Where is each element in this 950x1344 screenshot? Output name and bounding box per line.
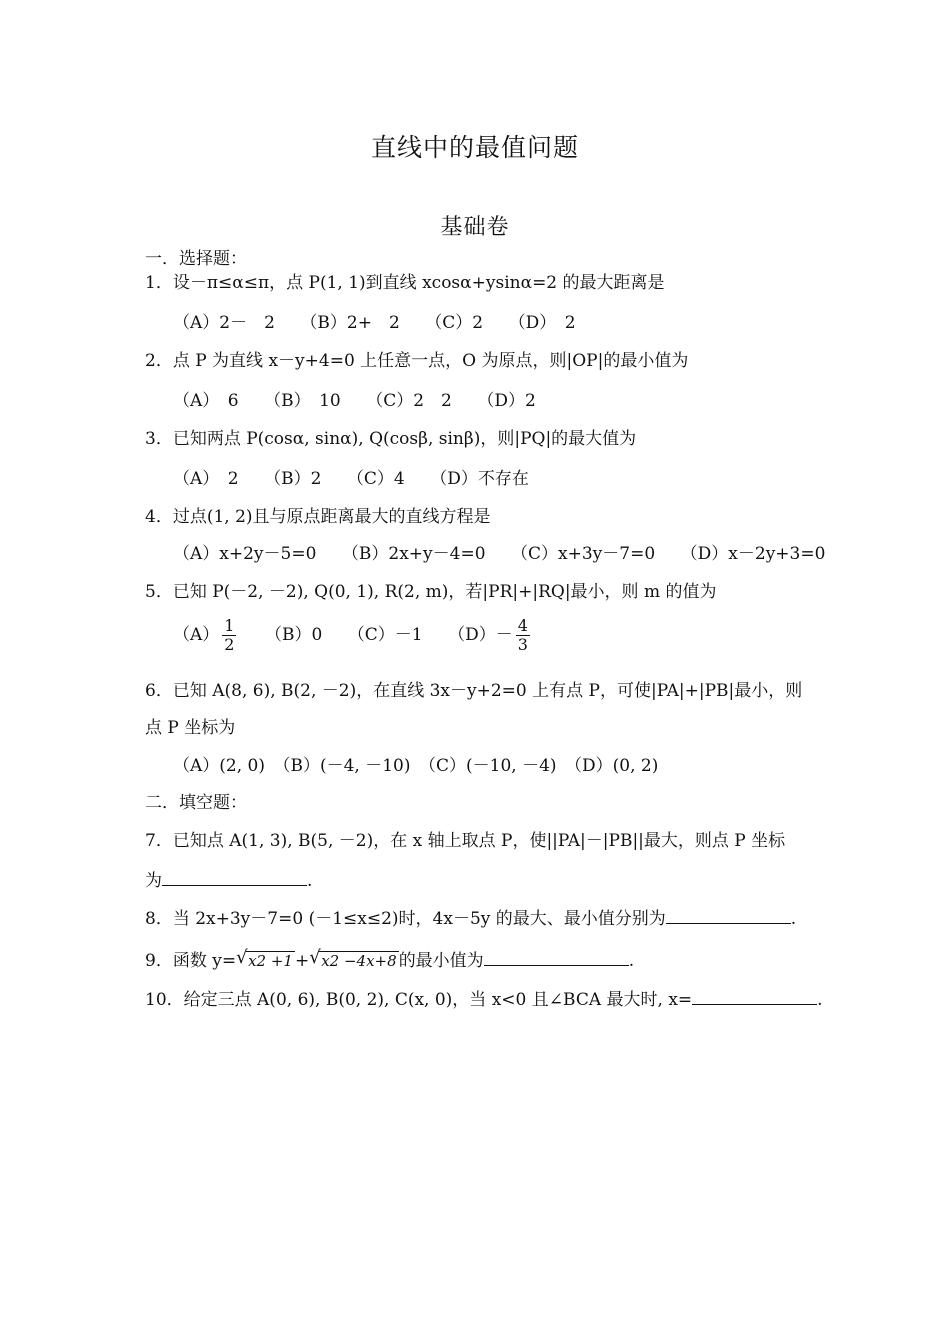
fraction-denominator: 2	[224, 635, 235, 654]
radical-sign: √	[309, 947, 321, 968]
q5-option-d-fraction	[516, 617, 530, 654]
question-2-options: （A） 6 （B） 10 （C）2 2 （D）2	[173, 391, 536, 411]
question-6-line-2: 点 P 坐标为	[145, 718, 236, 738]
fraction-numerator: 1	[224, 616, 235, 635]
question-7-line-1: 7．已知点 A(1, 3), B(5, －2)，在 x 轴上取点 P，使||PA|－|PB||最大，则点 P 坐标	[145, 831, 786, 851]
question-2: 2．点 P 为直线 x－y+4=0 上任意一点，O 为原点，则|OP|的最小值为	[145, 351, 689, 371]
question-5: 5．已知 P(－2, －2), Q(0, 1), R(2, m)，若|PR|+|RQ|最小，则 m 的值为	[145, 582, 717, 602]
answer-blank[interactable]	[162, 867, 307, 886]
question-1-options: （A）2－ 2 （B）2+ 2 （C）2 （D） 2	[173, 313, 576, 333]
q5-options-rest: （B）0 （C）－1 （D）－	[273, 625, 513, 645]
section-heading-choice: 一．选择题：	[145, 249, 247, 269]
question-8	[145, 905, 796, 930]
q9-prefix: 9．函数 y=	[145, 951, 237, 971]
q7-text: 为	[145, 871, 162, 891]
period: .	[790, 909, 797, 929]
radicand: x2 +1	[248, 952, 293, 970]
question-4: 4．过点(1, 2)且与原点距离最大的直线方程是	[145, 507, 491, 527]
fraction-denominator: 3	[517, 635, 528, 654]
question-4-options: （A）x+2y－5=0 （B）2x+y－4=0 （C）x+3y－7=0 （D）x－2y+3=0	[173, 544, 826, 564]
answer-blank[interactable]	[692, 986, 817, 1005]
period: .	[307, 871, 313, 891]
q8-text: 8．当 2x+3y－7=0 (－1≤x≤2)时，4x－5y 的最大、最小值分别为	[145, 909, 666, 929]
section-heading-fill: 二．填空题：	[145, 793, 247, 813]
radicand: x2 −4x+8	[321, 952, 397, 970]
sqrt-expression-1	[236, 947, 295, 972]
period: .	[817, 990, 823, 1010]
plus-sign: +	[294, 951, 310, 971]
question-7-line-2	[145, 867, 312, 892]
answer-blank[interactable]	[484, 947, 629, 966]
page-title: 直线中的最值问题	[370, 133, 579, 162]
q9-suffix: 的最小值为	[398, 951, 484, 971]
q10-text: 10．给定三点 A(0, 6), B(0, 2), C(x, 0)，当 x<0 且∠BCA 最大时, x=	[145, 990, 693, 1010]
question-6-options: （A）(2, 0) （B）(－4, －10) （C）(－10, －4) （D）(0, 2)	[173, 756, 659, 776]
question-9	[145, 947, 634, 972]
q5-option-a-fraction	[222, 617, 236, 654]
question-10	[145, 986, 823, 1011]
period: .	[628, 951, 635, 971]
question-3: 3．已知两点 P(cosα, sinα), Q(cosβ, sinβ)，则|PQ|的最大值为	[145, 429, 637, 449]
question-6-line-1: 6．已知 A(8, 6), B(2, －2)，在直线 3x－y+2=0 上有点 P，可使|PA|+|PB|最小，则	[145, 681, 803, 701]
sqrt-expression-2	[309, 947, 398, 972]
radical-sign: √	[236, 947, 248, 968]
page-subtitle: 基础卷	[440, 215, 510, 240]
fraction-numerator: 4	[517, 616, 528, 635]
question-5-options	[173, 617, 533, 654]
q5-option-a-label: （A）	[173, 625, 220, 645]
question-3-options: （A） 2 （B）2 （C）4 （D）不存在	[173, 469, 529, 489]
question-1: 1．设－π≤α≤π，点 P(1, 1)到直线 xcosα+ysinα=2 的最大距离是	[145, 273, 665, 293]
answer-blank[interactable]	[666, 905, 791, 924]
